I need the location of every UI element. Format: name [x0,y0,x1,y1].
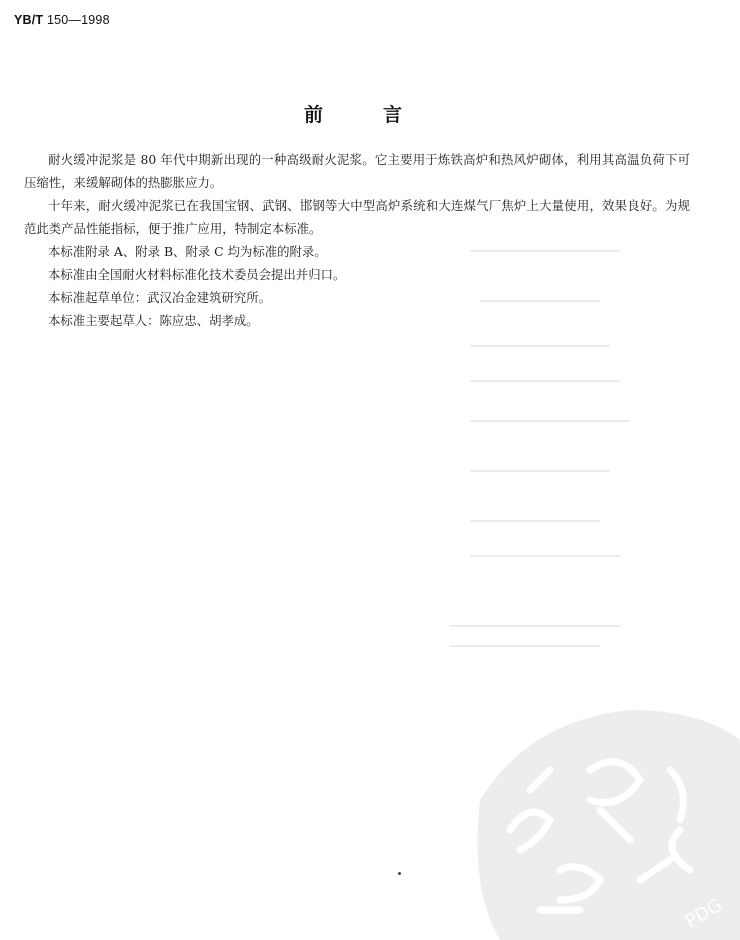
paragraph-6: 本标准主要起草人：陈应忠、胡孝成。 [48,313,259,328]
show-through-line [450,625,620,627]
paragraph-3: 本标准附录 A、附录 B、附录 C 均为标准的附录。 [48,244,327,259]
show-through-line [470,380,620,382]
standard-code [14,13,110,27]
page-title [0,100,706,127]
paragraph-5: 本标准起草单位：武汉冶金建筑研究所。 [48,290,272,305]
watermark-text: PDG [682,894,726,933]
title-char-2: 言 [383,104,403,126]
watermark-seal-icon [440,680,740,940]
paragraph-1: 耐火缓冲泥浆是 80 年代中期新出现的一种高级耐火泥浆。它主要用于炼铁高炉和热风炉砌体，利用其高温负荷下可压缩性，来缓解砌体的热膨胀应力。 [24,152,690,190]
show-through-line [470,470,610,472]
title-char-1: 前 [303,104,323,126]
show-through-line [470,420,630,422]
show-through-line [470,555,620,557]
scan-speck [398,872,401,875]
show-through-line [470,520,600,522]
paragraph-2: 十年来，耐火缓冲泥浆已在我国宝钢、武钢、邯钢等大中型高炉系统和大连煤气厂焦炉上大量使用，效果良好。为规范此类产品性能指标，便于推广应用，特制定本标准。 [24,198,690,236]
show-through-line [470,345,610,347]
paragraph-4: 本标准由全国耐火材料标准化技术委员会提出并归口。 [48,267,346,282]
foreword-body [24,148,690,332]
standard-code-prefix: YB/T [14,13,44,27]
standard-code-number: 150—1998 [46,13,110,27]
show-through-line [450,645,600,647]
